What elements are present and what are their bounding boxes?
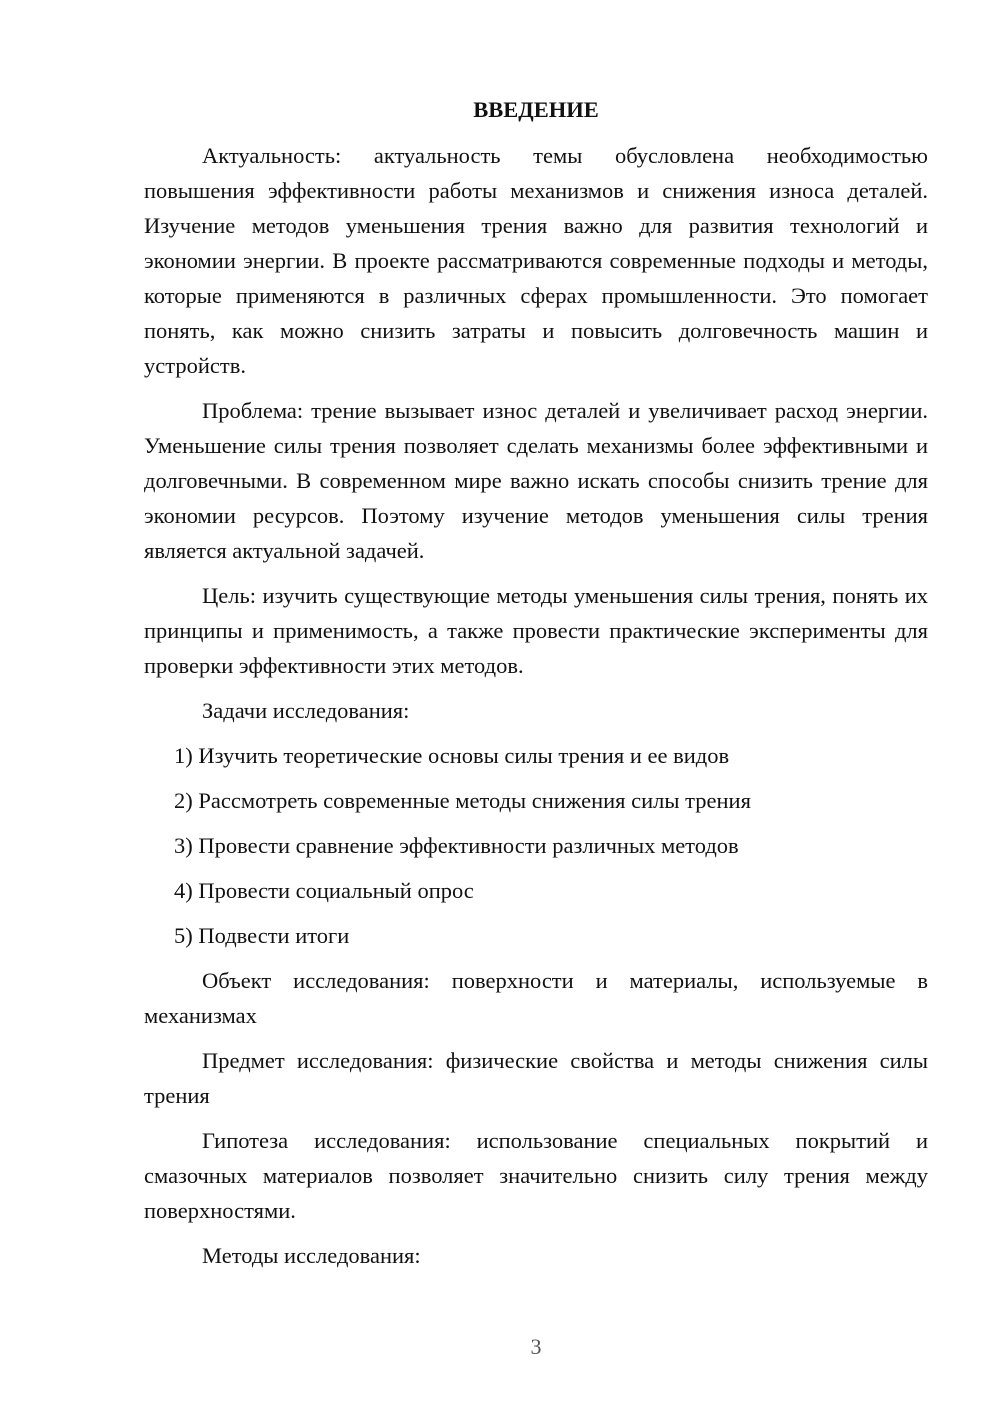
task-item: 3) Провести сравнение эффективности различных методов — [174, 833, 739, 858]
task-item: 2) Рассмотреть современные методы снижения силы трения — [174, 788, 751, 813]
task-item: 1) Изучить теоретические основы силы трения и ее видов — [174, 743, 730, 768]
page-number: 3 — [530, 1334, 542, 1359]
methods-heading: Методы исследования: — [202, 1243, 421, 1268]
goal-paragraph: Цель: изучить существующие методы уменьшения силы трения, понять их принципы и применимость, а также провести практические эксперименты для проверки эффективности этих методов. — [144, 583, 928, 678]
relevance-paragraph: Актуальность: актуальность темы обусловлена необходимостью повышения эффективности работы механизмов и снижения износа деталей. Изучение методов уменьшения трения важно для развития технологий и экономии энергии. В проекте рассматриваются современные подходы и методы, которые применяются в различных сферах промышленности. Это помогает понять, как можно снизить затраты и повысить долговечность машин и устройств. — [144, 143, 928, 378]
task-item: 4) Провести социальный опрос — [174, 878, 474, 903]
hypothesis-paragraph: Гипотеза исследования: использование специальных покрытий и смазочных материалов позволяет значительно снизить силу трения между поверхностями. — [144, 1128, 928, 1223]
object-paragraph: Объект исследования: поверхности и материалы, используемые в механизмах — [144, 968, 928, 1028]
tasks-heading: Задачи исследования: — [202, 698, 410, 723]
section-title: ВВЕДЕНИЕ — [473, 97, 599, 122]
task-item: 5) Подвести итоги — [174, 923, 350, 948]
tasks-list — [144, 738, 928, 953]
problem-paragraph: Проблема: трение вызывает износ деталей и увеличивает расход энергии. Уменьшение силы трения позволяет сделать механизмы более эффективными и долговечными. В современном мире важно искать способы снизить трение для экономии ресурсов. Поэтому изучение методов уменьшения силы трения является актуальной задачей. — [144, 398, 928, 563]
subject-paragraph: Предмет исследования: физические свойства и методы снижения силы трения — [144, 1048, 928, 1108]
document-page — [144, 94, 928, 1283]
